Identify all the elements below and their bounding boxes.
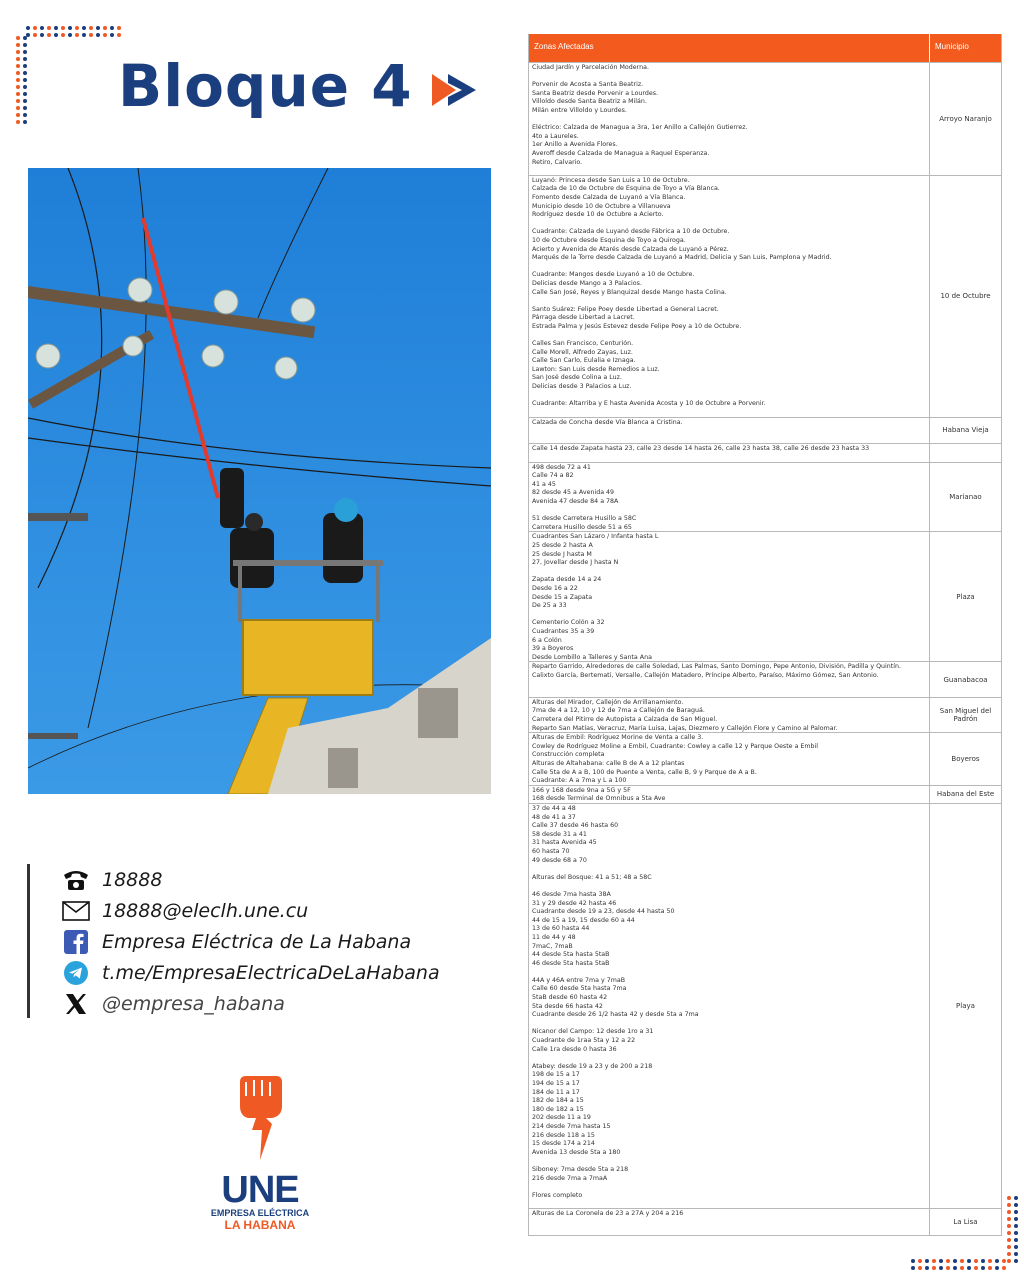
decorative-dot — [1007, 1231, 1011, 1235]
decorative-dot — [16, 64, 20, 68]
table-row — [529, 785, 1001, 803]
municipio-cell: Plaza — [956, 592, 975, 601]
table-row — [529, 417, 1001, 444]
zones-cell: Luyanó: Princesa desde San Luis a 10 de Octubre. Calzada de 10 de Octubre de Esquina de Toyo a Vía Blanca. Fomento desde Calzada de Luyanó a Vía Blanca. Municipio desde 10 de Octubre a Villanueva Rodríguez desde 10 de Octubre a Acierto. Cuadrante: Calzada de Luyanó desde Fábrica a 10 de Octubre. 10 de Octubre desde Esquina de Toyo a Quiroga. Acierto y Avenida de Atarés desde Calzada de Luyanó a Pérez. Marqués de la Torre desde Calzada de Luyanó a Madrid, Delicia y San Luis, Pamplona y Madrid. Cuadrante: Mangos desde Luyanó a 10 de Octubre. Delicias desde Mango a 3 Palacios. Calle San José, Reyes y Blanquizal desde Mango hasta Colina. Santo Suárez: Felipe Poey desde Libertad a General Lacret. Párraga desde Libertad a Lacret. Estrada Palma y Jesús Estevez desde Felipe Poey a 10 de Octubre. Calles San Francisco, Centurión. Calle Morell, Alfredo Zayas, Luz. Calle San Carlo, Eulalia e Iznaga. Lawton: San Luis desde Remedios a Luz. San José desde Colina a Luz. Delicias desde 3 Palacios a Luz. Cuadrante: Altarriba y E hasta Avenida Acosta y 10 de Octubre a Porvenir. — [529, 176, 930, 417]
decorative-dot — [68, 33, 72, 37]
zones-cell: Alturas de Embil: Rodríguez Morine de Venta a calle 3. Cowley de Rodríguez Moline a Embil, Cuadrante: Cowley a calle 12 y Parque Oeste a Embil Construcción completa Alturas de Altahabana: calle B de A a 12 plantas Calle 5ta de A a B, 100 de Puente a Venta, calle B, 9 y Parque de A a B. Cuadrante: A a 7ma y L a 100 — [529, 733, 930, 785]
decorative-dot — [75, 33, 79, 37]
decorative-dot — [82, 26, 86, 30]
decorative-dot — [23, 50, 27, 54]
header-municipio: Municipio — [935, 42, 969, 51]
decorative-dot — [1014, 1245, 1018, 1249]
municipio-cell: San Miguel del Padrón — [939, 707, 992, 723]
decorative-dot — [1007, 1238, 1011, 1242]
decorative-dot — [110, 33, 114, 37]
zones-cell: Ciudad Jardín y Parcelación Moderna. Porvenir de Acosta a Santa Beatriz. Santa Beatriz desde Porvenir a Lourdes. Villoldo desde Santa Beatriz a Milán. Milán entre Villoldo y Lourdes. Eléctrico: Calzada de Managua a 3ra, 1er Anillo a Callejón Gutierrez. 4to a Laureles. 1er Anillo a Avenida Flores. Averoff desde Calzada de Managua a Raquel Esperanza. Retiro, Calvario. — [529, 63, 930, 175]
contact-telegram[interactable] — [60, 957, 447, 988]
decorative-dot — [96, 26, 100, 30]
decorative-dot — [16, 106, 20, 110]
table-body — [529, 62, 1001, 1235]
decorative-dot — [1014, 1210, 1018, 1214]
decorative-dot — [16, 71, 20, 75]
decorative-dot — [1007, 1245, 1011, 1249]
decorative-dot — [1002, 1259, 1006, 1263]
municipio-cell: Arroyo Naranjo — [939, 114, 992, 123]
decorative-dot — [16, 99, 20, 103]
decorative-dot — [47, 33, 51, 37]
decorative-dot — [946, 1266, 950, 1270]
table-row — [529, 443, 1001, 461]
decorative-dot — [932, 1266, 936, 1270]
decorative-dot — [939, 1266, 943, 1270]
une-logo — [210, 1072, 310, 1232]
decorative-dot — [89, 26, 93, 30]
municipio-cell — [930, 444, 1001, 461]
decorative-dot — [918, 1266, 922, 1270]
decorative-dot — [911, 1266, 915, 1270]
decorative-dot — [1007, 1210, 1011, 1214]
zones-cell: Alturas de La Coronela de 23 a 27A y 204 a 216 — [529, 1209, 930, 1235]
decorative-dot — [117, 26, 121, 30]
zones-cell: Cuadrantes San Lázaro / Infanta hasta L 25 desde 2 hasta A 25 desde J hasta M 27, Jovellar desde J hasta N Zapata desde 14 a 24 Desde 16 a 22 Desde 15 a Zapata De 25 a 33 Cementerio Colón a 32 Cuadrantes 35 a 39 6 a Colón 39 a Boyeros Desde Lombillo a Talleres y Santa Ana — [529, 532, 930, 661]
decorative-dot — [40, 33, 44, 37]
phone-icon — [60, 868, 92, 892]
decorative-dot — [995, 1266, 999, 1270]
decorative-dot — [1007, 1196, 1011, 1200]
decorative-dot — [953, 1259, 957, 1263]
municipio-cell: 10 de Octubre — [940, 292, 991, 301]
zones-cell: 37 de 44 a 48 48 de 41 a 37 Calle 37 desde 46 hasta 60 58 desde 31 a 41 31 hasta Avenida 45 60 hasta 70 49 desde 68 a 70 Alturas del Bosque: 41 a 51; 48 a 58C 46 desde 7ma hasta 38A 31 y 29 desde 42 hasta 46 Cuadrante desde 19 a 23, desde 44 hasta 50 44 de 15 a 19, 15 desde 60 a 44 13 de 60 hasta 44 11 de 44 y 48 7maC, 7maB 44 desde 5ta hasta 5taB 46 desde 5ta hasta 5taB 44A y 46A entre 7ma y 7maB Calle 60 desde 5ta hasta 7ma 5taB desde 60 hasta 42 5ta desde 66 hasta 42 Cuadrante desde 26 1/2 hasta 42 y desde 5ta a 7ma Nicanor del Campo: 12 desde 1ro a 31 Cuadrante de 1raa 5ta y 12 a 22 Calle 1ra desde 0 hasta 36 Atabey: desde 19 a 23 y de 200 a 218 198 de 15 a 17 194 de 15 a 17 184 de 11 a 17 182 de 184 a 15 180 de 182 a 15 202 desde 11 a 19 214 desde 7ma hasta 15 216 desde 118 a 15 15 desde 174 a 214 Avenida 13 desde 5ta a 180 Siboney: 7ma desde 5ta a 218 216 desde 7ma a 7maA Flores completo — [529, 804, 930, 1208]
decorative-dot — [939, 1259, 943, 1263]
municipio-cell: La Lisa — [953, 1218, 978, 1227]
decorative-dot — [54, 26, 58, 30]
table-header — [529, 34, 1001, 62]
decorative-dot — [1007, 1259, 1011, 1263]
decorative-dot — [1007, 1224, 1011, 1228]
decorative-dot — [981, 1259, 985, 1263]
municipio-cell: Marianao — [949, 492, 982, 501]
municipio-cell: Playa — [956, 1002, 975, 1011]
decorative-dot — [918, 1259, 922, 1263]
email-address: 18888@eleclh.une.cu — [102, 899, 309, 922]
decorative-dot — [23, 36, 27, 40]
decorative-dot — [1007, 1217, 1011, 1221]
decorative-dot — [103, 26, 107, 30]
play-icon — [430, 70, 478, 110]
decorative-dots-bottom — [911, 1259, 1006, 1270]
decorative-dot — [1014, 1259, 1018, 1263]
decorative-dot — [16, 57, 20, 61]
affected-zones-table — [528, 34, 1002, 1236]
table-row — [529, 697, 1001, 732]
decorative-dot — [23, 78, 27, 82]
zones-cell: Calzada de Concha desde Vía Blanca a Cristina. — [529, 418, 930, 444]
decorative-dot — [23, 113, 27, 117]
decorative-dot — [23, 43, 27, 47]
decorative-dot — [911, 1259, 915, 1263]
decorative-dot — [33, 26, 37, 30]
decorative-dot — [967, 1259, 971, 1263]
decorative-dot — [1002, 1266, 1006, 1270]
decorative-dot — [988, 1266, 992, 1270]
decorative-dot — [960, 1266, 964, 1270]
phone-number: 18888 — [102, 868, 163, 891]
table-row — [529, 803, 1001, 1208]
decorative-dot — [96, 33, 100, 37]
decorative-dots-right — [1007, 1196, 1018, 1263]
decorative-dots-top — [26, 26, 121, 37]
decorative-dot — [1014, 1231, 1018, 1235]
decorative-dot — [16, 43, 20, 47]
municipio-cell: Habana Vieja — [942, 426, 989, 435]
decorative-dot — [23, 85, 27, 89]
decorative-dot — [61, 26, 65, 30]
table-row — [529, 531, 1001, 661]
zones-cell: Calle 14 desde Zapata hasta 23, calle 23 desde 14 hasta 26, calle 23 hasta 38, calle 26 desde 23 hasta 33 — [529, 444, 930, 461]
decorative-dot — [75, 26, 79, 30]
decorative-dot — [960, 1259, 964, 1263]
x-icon — [60, 992, 92, 1016]
contact-email[interactable] — [60, 895, 447, 926]
logo-name: UNE — [221, 1169, 299, 1211]
facebook-handle: Empresa Eléctrica de La Habana — [102, 930, 412, 953]
decorative-dot — [925, 1259, 929, 1263]
contact-phone[interactable] — [60, 864, 447, 895]
decorative-dot — [1007, 1252, 1011, 1256]
decorative-dot — [953, 1266, 957, 1270]
zones-cell: Alturas del Mirador, Callejón de Arrillanamiento. 7ma de 4 a 12, 10 y 12 de 7ma a Callejón de Baraguá. Carretera del Pitirre de Autopista a Calzada de San Miguel. Reparto San Matías, Veracruz, María Luisa, Lajas, Diezmero y Callejón Flore y Camino al Palomar. — [529, 698, 930, 732]
decorative-dot — [103, 33, 107, 37]
decorative-dot — [16, 120, 20, 124]
x-handle: @empresa_habana — [102, 992, 285, 1015]
decorative-dot — [988, 1259, 992, 1263]
decorative-dot — [932, 1259, 936, 1263]
facebook-icon — [60, 930, 92, 954]
zones-cell: 498 desde 72 a 41 Calle 74 a 82 41 a 45 82 desde 45 a Avenida 49 Avenida 47 desde 84 a 78A 51 desde Carretera Husillo a 58C Carretera Husillo desde 51 a 65 — [529, 463, 930, 532]
telegram-link: t.me/EmpresaElectricaDeLaHabana — [102, 961, 440, 984]
decorative-dot — [23, 64, 27, 68]
decorative-dot — [1014, 1224, 1018, 1228]
telegram-icon — [60, 961, 92, 985]
decorative-dot — [40, 26, 44, 30]
decorative-dot — [23, 106, 27, 110]
decorative-dot — [68, 26, 72, 30]
page-title: Bloque 4 — [118, 52, 413, 120]
decorative-dot — [16, 50, 20, 54]
decorative-dot — [117, 33, 121, 37]
decorative-dot — [16, 78, 20, 82]
decorative-dot — [16, 113, 20, 117]
municipio-cell: Guanabacoa — [943, 675, 988, 684]
decorative-dot — [16, 36, 20, 40]
lineworkers-photo — [28, 168, 491, 794]
decorative-dot — [33, 33, 37, 37]
decorative-dot — [16, 85, 20, 89]
decorative-dot — [967, 1266, 971, 1270]
decorative-dot — [47, 26, 51, 30]
decorative-dot — [54, 33, 58, 37]
municipio-cell: Habana del Este — [936, 790, 995, 799]
table-row — [529, 462, 1001, 532]
decorative-dot — [23, 57, 27, 61]
decorative-dot — [1014, 1196, 1018, 1200]
municipio-cell: Boyeros — [951, 755, 980, 763]
logo-line1: EMPRESA ELÉCTRICA — [210, 1208, 310, 1218]
table-row — [529, 1208, 1001, 1235]
decorative-dot — [23, 92, 27, 96]
table-row — [529, 62, 1001, 175]
decorative-dot — [1014, 1238, 1018, 1242]
decorative-dot — [1007, 1203, 1011, 1207]
zones-cell: Reparto Garrido, Alrededores de calle Soledad, Las Palmas, Santo Domingo, Pepe Antonio, División, Padilla y Quintín. Calixto García, Bertemati, Versalle, Callejón Matadero, Príncipe Alberto, Paraíso, Máximo Gómez, San Antonio. — [529, 662, 930, 696]
decorative-dot — [925, 1266, 929, 1270]
decorative-dot — [23, 99, 27, 103]
decorative-dot — [26, 26, 30, 30]
decorative-dot — [1014, 1252, 1018, 1256]
logo-line2: LA HABANA — [224, 1218, 296, 1232]
decorative-dot — [23, 71, 27, 75]
table-row — [529, 175, 1001, 417]
mail-icon — [60, 899, 92, 923]
table-row — [529, 661, 1001, 696]
decorative-dot — [61, 33, 65, 37]
decorative-dot — [1014, 1203, 1018, 1207]
contact-x[interactable] — [60, 988, 447, 1019]
contact-list — [27, 864, 447, 1018]
decorative-dot — [16, 92, 20, 96]
decorative-dot — [946, 1259, 950, 1263]
contact-facebook[interactable] — [60, 926, 447, 957]
decorative-dot — [974, 1259, 978, 1263]
decorative-dot — [995, 1259, 999, 1263]
raised-fist-bolt-icon — [230, 1072, 290, 1162]
decorative-dot — [981, 1266, 985, 1270]
decorative-dot — [1014, 1217, 1018, 1221]
zones-cell: 166 y 168 desde 9na a 5G y 5F 168 desde Terminal de Omnibus a 5ta Ave — [529, 786, 930, 803]
decorative-dots-left — [16, 36, 27, 124]
decorative-dot — [110, 26, 114, 30]
decorative-dot — [82, 33, 86, 37]
decorative-dot — [89, 33, 93, 37]
table-row — [529, 732, 1001, 785]
decorative-dot — [974, 1266, 978, 1270]
header-zones: Zonas Afectadas — [529, 34, 930, 62]
decorative-dot — [23, 120, 27, 124]
